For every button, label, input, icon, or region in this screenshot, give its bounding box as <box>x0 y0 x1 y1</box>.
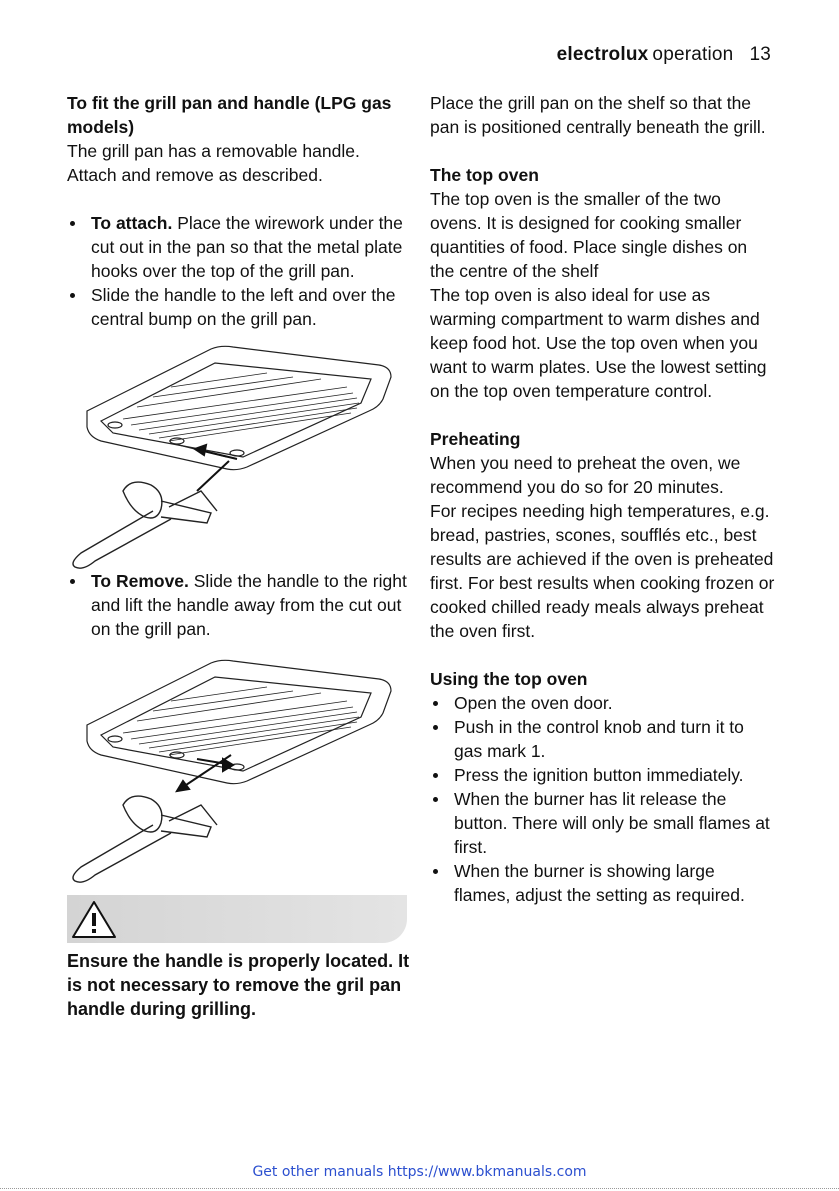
footer-divider <box>0 1188 839 1189</box>
remove-label: To Remove. <box>91 571 189 591</box>
brand-name: electrolux <box>556 44 649 65</box>
top-oven-heading: The top oven <box>430 165 539 185</box>
section-name: operation <box>652 44 734 65</box>
page-header <box>557 44 771 66</box>
step-item: When the burner has lit release the button. There will only be small flames at first. <box>430 787 775 859</box>
remove-text: Slide the handle to the right and lift the handle away from the cut out on the grill pan. <box>91 571 407 639</box>
right-column <box>430 91 775 907</box>
attach-list <box>67 211 412 331</box>
warning-icon <box>71 899 117 939</box>
slide-text: Slide the handle to the left and over the central bump on the grill pan. <box>91 285 396 329</box>
remove-list <box>67 569 412 641</box>
top-oven-paragraph-1: The top oven is the smaller of the two ovens. It is designed for cooking smaller quantities of food. Place single dishes on the centre of the shelf <box>430 189 748 281</box>
using-top-oven-steps <box>430 691 775 907</box>
using-top-oven-heading: Using the top oven <box>430 669 588 689</box>
grill-pan-attach-illustration <box>61 341 401 569</box>
warning-bar <box>67 895 407 943</box>
step-item: When the burner is showing large flames, adjust the setting as required. <box>430 859 775 907</box>
step-item: Push in the control knob and turn it to gas mark 1. <box>430 715 775 763</box>
attach-item <box>67 211 412 283</box>
step-item: Open the oven door. <box>430 691 775 715</box>
preheating-paragraph-1: When you need to preheat the oven, we recommend you do so for 20 minutes. <box>430 453 741 497</box>
step-item: Press the ignition button immediately. <box>430 763 775 787</box>
page-number: 13 <box>749 44 771 65</box>
grill-pan-remove-illustration <box>61 655 401 883</box>
remove-item <box>67 569 412 641</box>
grill-pan-placement-text: Place the grill pan on the shelf so that the pan is positioned centrally beneath the grill. <box>430 93 766 137</box>
grill-pan-heading: To fit the grill pan and handle (LPG gas models) <box>67 93 392 137</box>
preheating-heading: Preheating <box>430 429 521 449</box>
left-column <box>67 91 412 1021</box>
footer-link[interactable]: Get other manuals https://www.bkmanuals.com <box>252 1164 587 1180</box>
preheating-paragraph-2: For recipes needing high temperatures, e.g. bread, pastries, scones, soufflés etc., best results are achieved if the oven is preheated first. For best results when cooking frozen or cooked chilled ready meals always preheat the oven first. <box>430 501 775 641</box>
attach-label: To attach. <box>91 213 173 233</box>
warning-text: Ensure the handle is properly located. It is not necessary to remove the gril pan handle during grilling. <box>67 951 410 1019</box>
grill-pan-intro: The grill pan has a removable handle. Attach and remove as described. <box>67 141 360 185</box>
attach-text: Place the wirework under the cut out in the pan so that the metal plate hooks over the top of the grill pan. <box>91 213 403 281</box>
top-oven-paragraph-2: The top oven is also ideal for use as warming compartment to warm dishes and keep food hot. Use the top oven when you want to warm plates. Use the lowest setting on the top oven temperature control. <box>430 285 767 401</box>
slide-item <box>67 283 412 331</box>
